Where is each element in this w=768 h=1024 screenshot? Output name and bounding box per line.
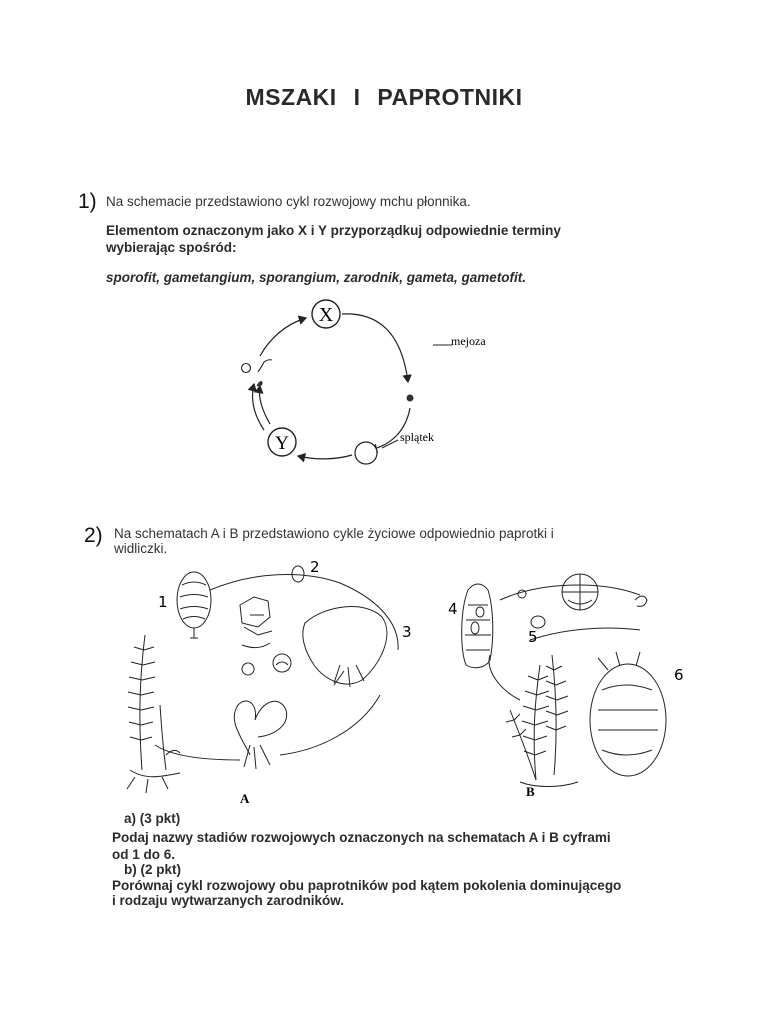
label-6: 6 [674,666,684,684]
question-1-terms: sporofit, gametangium, sporangium, zarodnik, gameta, gametofit. [106,270,527,285]
question-1-intro: Na schemacie przedstawiono cykl rozwojowy mchu płonnika. [106,194,471,209]
question-1-number: 1) [78,190,97,213]
part-b-line2: i rodzaju wytwarzanych zarodników. [112,893,345,908]
y-label: Y [275,433,289,454]
label-3: 3 [402,623,412,641]
question-2-intro-line2: widliczki. [114,541,168,556]
part-a-header: a) (3 pkt) [124,811,181,826]
diagram-a-caption: A [240,791,250,806]
label-5: 5 [528,628,538,646]
question-1-instruction-line2: wybierając spośród: [106,240,237,255]
clubmoss-life-cycle-diagram-b [440,570,700,800]
question-2-number: 2) [84,524,103,547]
label-2: 2 [310,558,320,576]
part-b-line1: Porównaj cykl rozwojowy obu paprotników pod kątem pokolenia dominującego [112,878,622,893]
part-b-header: b) (2 pkt) [124,862,181,877]
spore-dot [407,395,414,402]
part-a-line1: Podaj nazwy stadiów rozwojowych oznaczonych na schematach A i B cyframi [112,830,611,845]
label-4: 4 [448,600,458,618]
protonema-label: splątek [400,430,434,444]
label-1: 1 [158,593,168,611]
fern-life-cycle-diagram-a [100,555,430,810]
page-title: MSZAKI I PAPROTNIKI [245,84,523,110]
meiosis-label: mejoza [451,334,486,348]
sperm-cell [258,360,272,372]
question-2-intro-line1: Na schematach A i B przedstawiono cykle życiowe odpowiednio paprotki i [114,526,554,541]
protonema-circle [355,442,377,464]
part-a-line2: od 1 do 6. [112,847,176,862]
x-label: X [318,304,334,326]
diagram-b-caption: B [526,784,535,799]
question-1-instruction-line1: Elementom oznaczonym jako X i Y przyporządkuj odpowiednie terminy [106,223,561,238]
egg-cell [242,364,251,373]
moss-life-cycle-diagram [220,290,510,480]
